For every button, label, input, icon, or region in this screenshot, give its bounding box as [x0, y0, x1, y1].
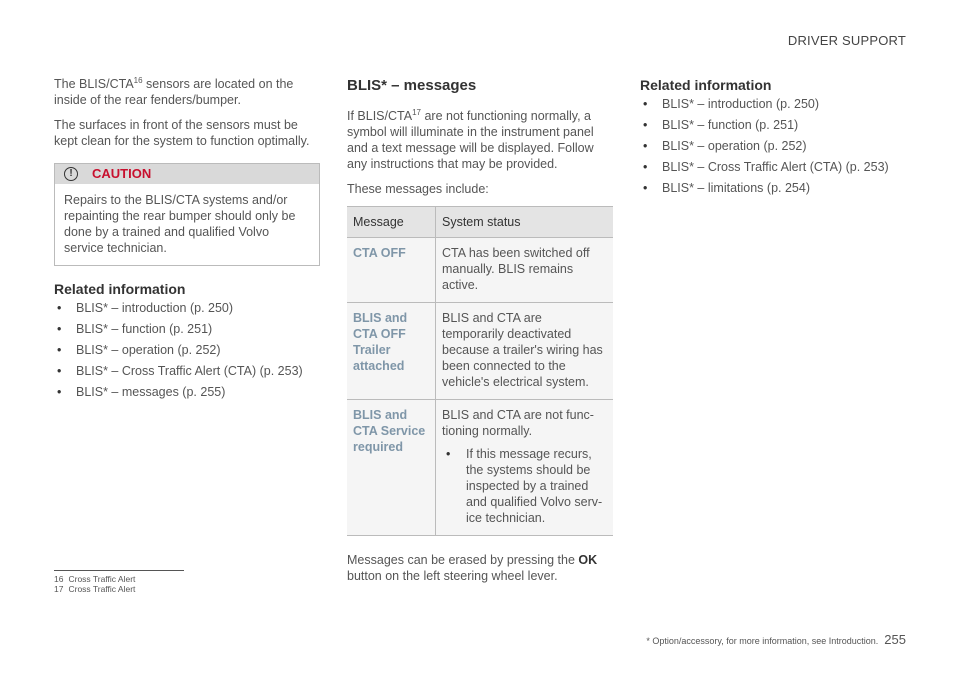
table-row [347, 303, 613, 400]
related-links-list [640, 96, 906, 196]
bullet-icon: • [643, 160, 648, 174]
related-link[interactable]: • BLIS* – operation (p. 252) [643, 139, 807, 153]
related-link[interactable]: • BLIS* – Cross Traffic Alert (CTA) (p. 253) [643, 160, 889, 174]
page-footer [646, 632, 906, 647]
table-row [347, 400, 613, 536]
footer-note: * Option/accessory, for more information, see Introduction. [646, 636, 879, 646]
bullet-icon: • [57, 322, 62, 336]
message-cell: CTA OFF [347, 238, 436, 303]
related-links-list [54, 300, 320, 400]
status-bullet: • If this message recurs, the systems should be inspected by a trained and qualified Volvo serv- ice technician. [446, 447, 603, 525]
bullet-icon: • [446, 447, 451, 461]
status-cell: CTA has been switched off manually. BLIS remains active. [436, 238, 614, 303]
page-number: 255 [884, 632, 906, 647]
caution-header [55, 164, 319, 184]
column-1 [54, 76, 320, 405]
related-link[interactable]: • BLIS* – function (p. 251) [643, 118, 799, 132]
related-link[interactable]: • BLIS* – operation (p. 252) [57, 343, 221, 357]
bullet-icon: • [643, 97, 648, 111]
running-header: DRIVER SUPPORT [787, 33, 906, 48]
footnote-divider [54, 570, 184, 571]
related-link[interactable]: • BLIS* – introduction (p. 250) [643, 97, 820, 111]
footnote: 16 Cross Traffic Alert [54, 574, 136, 584]
message-cell: BLIS and CTA Service required [347, 400, 436, 536]
bullet-icon: • [57, 301, 62, 315]
column-header-status: System status [436, 207, 614, 238]
related-info-heading: Related information [54, 281, 186, 297]
caution-box [54, 163, 320, 266]
caution-title: CAUTION [92, 166, 152, 181]
bullet-icon: • [57, 343, 62, 357]
related-link[interactable]: • BLIS* – introduction (p. 250) [57, 301, 234, 315]
footnotes [54, 574, 135, 594]
column-header-message: Message [347, 207, 436, 238]
bullet-icon: • [57, 385, 62, 399]
bullet-icon: • [643, 139, 648, 153]
bullet-icon: • [57, 364, 62, 378]
includes-paragraph: These messages include: [347, 182, 489, 196]
column-3 [640, 76, 906, 201]
sensor-location-paragraph: The BLIS/CTA$^{16}$ sensors are located on the inside of the rear fenders/bumper. [54, 75, 294, 107]
section-title: BLIS* – messages [347, 77, 477, 94]
bullet-icon: • [643, 118, 648, 132]
warning-icon: ! [64, 167, 78, 181]
footnote-ref-16[interactable]: 16 [133, 75, 143, 85]
table-header-row [347, 207, 613, 238]
table-row [347, 238, 613, 303]
related-link[interactable]: • BLIS* – Cross Traffic Alert (CTA) (p. 253) [57, 364, 303, 378]
sensor-clean-paragraph: The surfaces in front of the sensors must be kept clean for the system to function optimally. [54, 118, 310, 148]
related-link[interactable]: • BLIS* – function (p. 251) [57, 322, 213, 336]
erase-paragraph: Messages can be erased by pressing the OK button on the left steering wheel lever. [347, 553, 598, 583]
status-cell: BLIS and CTA are not func- tioning normally. • If this message recurs, the systems should be inspected by a trained and qualified Volvo serv- ice technician. [436, 400, 614, 536]
intro-paragraph: If BLIS/CTA$^{17}$ are not functioning normally, a symbol will illuminate in the instrument panel and a text message will be displayed. Follow any instructions that may be provided. [347, 107, 594, 171]
related-info-heading: Related information [640, 77, 772, 93]
related-link[interactable]: • BLIS* – messages (p. 255) [57, 385, 226, 399]
footnote: 17 Cross Traffic Alert [54, 584, 136, 594]
bullet-icon: • [643, 181, 648, 195]
footnote-ref-17[interactable]: 17 [412, 107, 421, 117]
column-2 [347, 76, 613, 593]
related-link[interactable]: • BLIS* – limitations (p. 254) [643, 181, 810, 195]
caution-body: Repairs to the BLIS/CTA systems and/or repainting the rear bumper should only be done by a trained and qualified Volvo service technician. [64, 193, 296, 255]
message-cell: BLIS and CTA OFF Trailer attached [347, 303, 436, 400]
status-cell: BLIS and CTA are temporarily deactivated because a trailer's wiring has been connected to the vehicle's electrical system. [436, 303, 614, 400]
messages-table [347, 206, 613, 536]
ok-button-label: OK [578, 553, 598, 567]
